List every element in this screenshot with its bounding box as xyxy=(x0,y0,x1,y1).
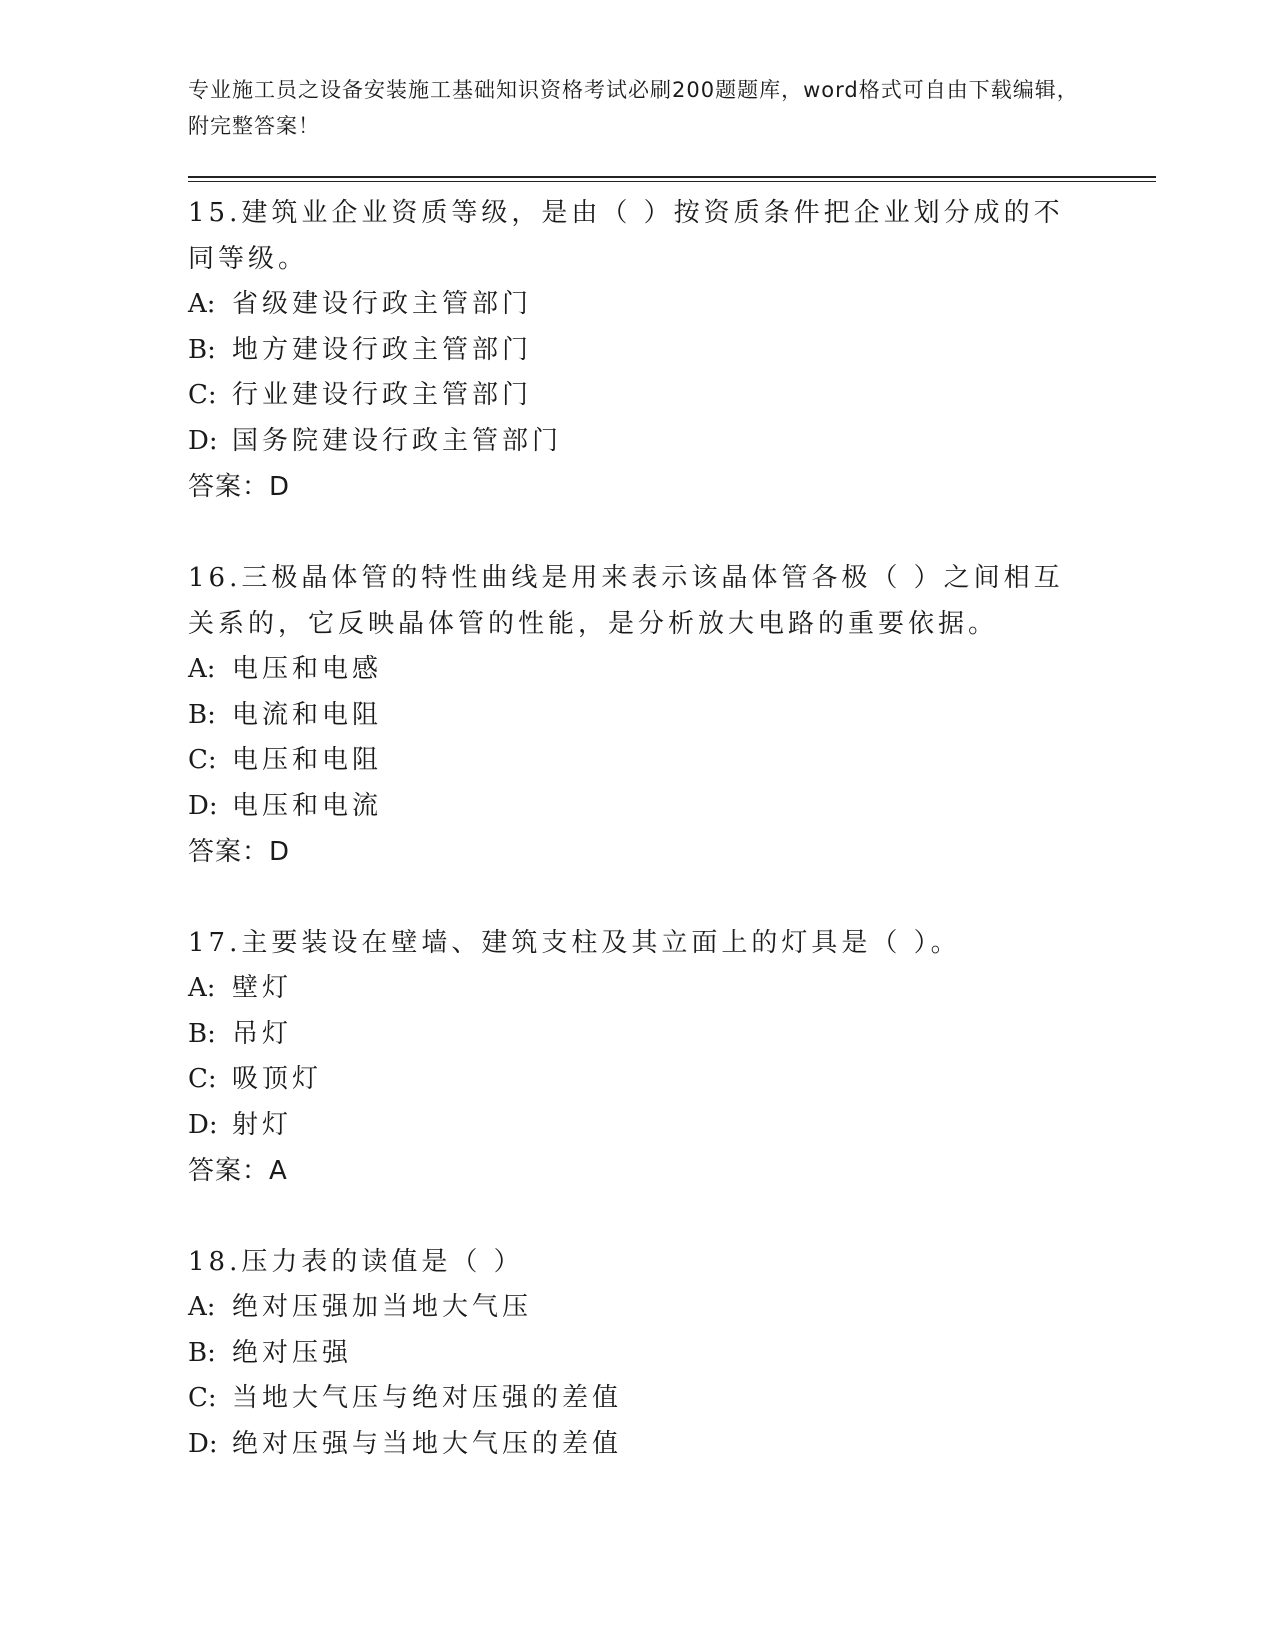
option-text: 电压和电阻 xyxy=(232,745,383,775)
option-letter: C: xyxy=(188,380,217,410)
question-16 xyxy=(188,555,1068,875)
option-a xyxy=(188,647,1068,693)
option-d xyxy=(188,1422,1068,1468)
question-18 xyxy=(188,1239,1068,1467)
question-stem: 17.主要装设在壁墙、建筑支柱及其立面上的灯具是（ ）。 xyxy=(188,928,961,958)
option-letter: B: xyxy=(188,1018,216,1049)
option-letter: B: xyxy=(188,1337,216,1368)
option-a xyxy=(188,282,1068,328)
question-stem: 15.建筑业企业资质等级，是由（ ）按资质条件把企业划分成的不同等级。 xyxy=(188,198,1064,274)
option-a xyxy=(188,966,1068,1012)
option-text: 射灯 xyxy=(232,1109,293,1140)
option-letter: A: xyxy=(188,654,216,684)
question-list xyxy=(188,190,1068,1512)
option-text: 吸顶灯 xyxy=(232,1064,323,1094)
option-letter: A: xyxy=(188,973,216,1003)
question-stem: 16.三极晶体管的特性曲线是用来表示该晶体管各极（ ）之间相互关系的，它反映晶体管的性能，是分析放大电路的重要依据。 xyxy=(188,563,1064,639)
option-letter: B: xyxy=(188,334,216,365)
option-letter: C: xyxy=(188,745,217,775)
option-text: 电压和电感 xyxy=(232,654,383,684)
option-d xyxy=(188,784,1068,830)
option-text: 当地大气压与绝对压强的差值 xyxy=(232,1383,623,1413)
option-letter: D: xyxy=(188,1109,218,1140)
option-letter: D: xyxy=(188,425,218,456)
option-text: 绝对压强加当地大气压 xyxy=(232,1292,533,1322)
option-d xyxy=(188,1103,1068,1149)
answer-line: 答案：A xyxy=(188,1156,288,1186)
option-c xyxy=(188,1376,1068,1422)
option-text: 国务院建设行政主管部门 xyxy=(232,425,563,456)
option-letter: A: xyxy=(188,289,216,319)
option-text: 行业建设行政主管部门 xyxy=(232,380,533,410)
option-text: 绝对压强 xyxy=(232,1337,353,1368)
option-b xyxy=(188,1331,1068,1377)
option-a xyxy=(188,1285,1068,1331)
question-stem: 18.压力表的读值是（ ） xyxy=(188,1247,524,1277)
option-text: 电压和电流 xyxy=(232,790,383,821)
option-letter: D: xyxy=(188,790,218,821)
option-text: 省级建设行政主管部门 xyxy=(232,289,533,319)
option-b xyxy=(188,1012,1068,1058)
option-c xyxy=(188,373,1068,419)
option-text: 绝对压强与当地大气压的差值 xyxy=(232,1428,623,1459)
option-text: 地方建设行政主管部门 xyxy=(232,334,533,365)
option-b xyxy=(188,328,1068,374)
option-letter: B: xyxy=(188,699,216,730)
answer-line: 答案：D xyxy=(188,472,291,502)
option-letter: C: xyxy=(188,1383,217,1413)
header-divider xyxy=(188,176,1156,178)
answer-line: 答案：D xyxy=(188,837,291,867)
document-title: 专业施工员之设备安装施工基础知识资格考试必刷200题题库，word格式可自由下载编辑，附完整答案！ xyxy=(188,78,1079,138)
option-letter: D: xyxy=(188,1428,218,1459)
option-c xyxy=(188,1057,1068,1103)
option-text: 吊灯 xyxy=(232,1018,293,1049)
option-b xyxy=(188,693,1068,739)
option-text: 壁灯 xyxy=(232,973,293,1003)
option-d xyxy=(188,419,1068,465)
option-letter: C: xyxy=(188,1064,217,1094)
option-c xyxy=(188,738,1068,784)
question-17 xyxy=(188,920,1068,1194)
question-15 xyxy=(188,190,1068,510)
option-letter: A: xyxy=(188,1292,216,1322)
option-text: 电流和电阻 xyxy=(232,699,383,730)
